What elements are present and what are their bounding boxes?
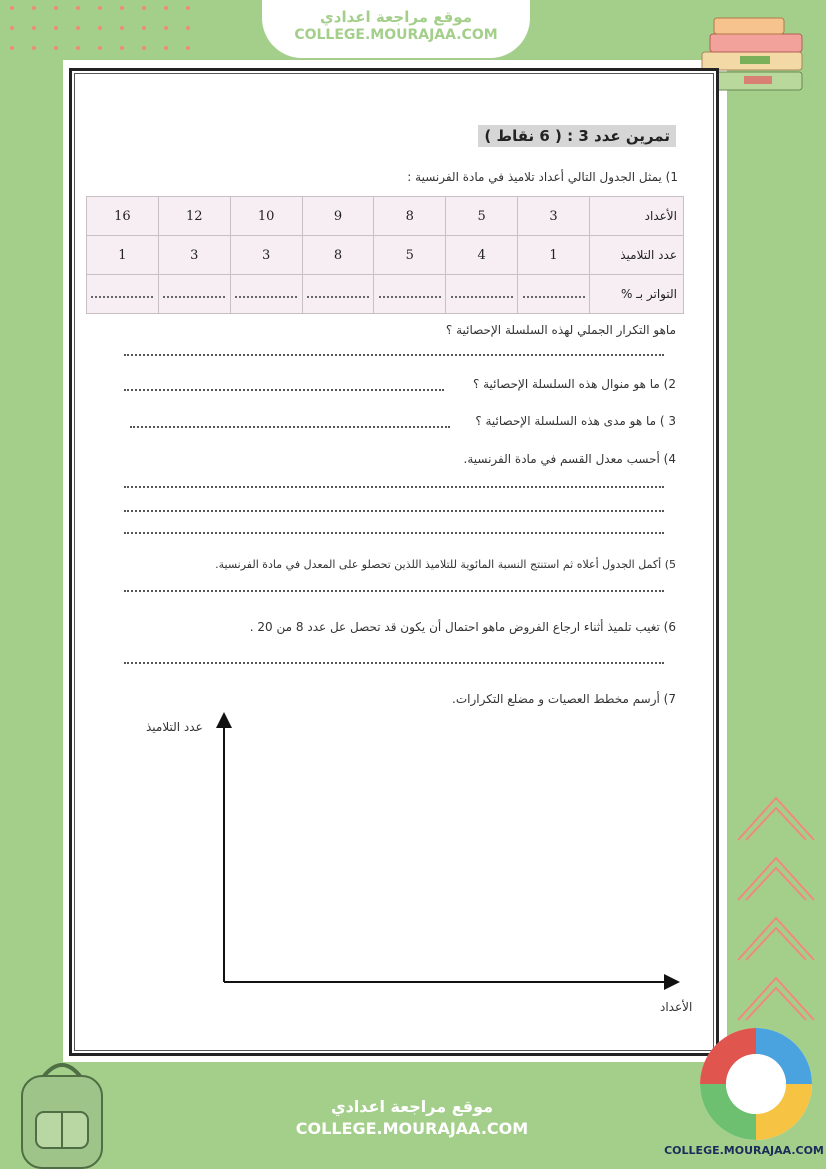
logo-url-text: COLLEGE.MOURAJAA.COM <box>664 1144 824 1157</box>
header-site-label <box>262 8 530 44</box>
table-cell: 10 <box>230 197 302 236</box>
row-header: عدد التلاميذ <box>590 236 684 275</box>
graph-axes <box>210 712 680 1002</box>
table-cell: 8 <box>374 197 446 236</box>
question-5: 5) أكمل الجدول أعلاه ثم استنتج النسبة المائوية للتلاميذ اللذين تحصلو على المعدل في مادة الفرنسية. <box>215 558 676 571</box>
table-cell: 12 <box>158 197 230 236</box>
question-7: 7) أرسم مخطط العصيات و مضلع التكرارات. <box>452 692 676 706</box>
footer-site-label <box>262 1096 562 1140</box>
table-cell: 3 <box>230 236 302 275</box>
answer-blank <box>302 275 374 314</box>
row-header: الأعداد <box>590 197 684 236</box>
question-1b: ماهو التكرار الجملي لهذه السلسلة الإحصائية ؟ <box>445 323 676 337</box>
question-6: 6) تغيب تلميذ أثناء ارجاع الفروض ماهو احتمال أن يكون قد تحصل عل عدد 8 من 20 . <box>249 620 676 634</box>
answer-line <box>124 590 664 592</box>
site-name-ar: موقع مراجعة اعدادي <box>320 8 472 26</box>
footer-site-url: COLLEGE.MOURAJAA.COM <box>295 1119 529 1138</box>
table-cell: 16 <box>87 197 159 236</box>
answer-line <box>130 426 450 428</box>
row-header: التواتر بـ % <box>590 275 684 314</box>
table-row <box>87 275 684 314</box>
answer-line <box>124 510 664 512</box>
table-cell: 9 <box>302 197 374 236</box>
answer-line <box>124 662 664 664</box>
table-cell: 3 <box>158 236 230 275</box>
exercise-title: تمرين عدد 3 : ( 6 نقاط ) <box>478 125 676 147</box>
answer-blank <box>374 275 446 314</box>
y-axis-label: عدد التلاميذ <box>146 720 203 734</box>
table-row <box>87 197 684 236</box>
table-row <box>87 236 684 275</box>
backpack-icon <box>4 1052 114 1169</box>
x-axis-label: الأعداد <box>660 1000 693 1014</box>
question-2: 2) ما هو منوال هذه السلسلة الإحصائية ؟ <box>472 377 676 391</box>
question-3: 3 ) ما هو مدى هذه السلسلة الإحصائية ؟ <box>475 414 676 428</box>
table-cell: 4 <box>446 236 518 275</box>
answer-line <box>124 389 444 391</box>
table-cell: 1 <box>518 236 590 275</box>
chevron-decoration-icon <box>732 790 822 1050</box>
decorative-dots <box>0 0 210 60</box>
table-cell: 3 <box>518 197 590 236</box>
frequency-table <box>86 196 684 314</box>
answer-line <box>124 486 664 488</box>
table-cell: 5 <box>446 197 518 236</box>
answer-blank <box>230 275 302 314</box>
answer-line <box>124 354 664 356</box>
table-cell: 5 <box>374 236 446 275</box>
table-cell: 1 <box>87 236 159 275</box>
answer-blank <box>158 275 230 314</box>
answer-blank <box>518 275 590 314</box>
site-logo-icon <box>696 1024 816 1144</box>
table-cell: 8 <box>302 236 374 275</box>
question-1: 1) يمثل الجدول التالي أعداد تلاميذ في مادة الفرنسية : <box>407 170 678 184</box>
answer-blank <box>87 275 159 314</box>
question-4: 4) أحسب معدل القسم في مادة الفرنسية. <box>463 452 676 466</box>
answer-blank <box>446 275 518 314</box>
answer-line <box>124 532 664 534</box>
footer-site-name-ar: موقع مراجعة اعدادي <box>330 1097 494 1116</box>
site-url: COLLEGE.MOURAJAA.COM <box>294 27 498 43</box>
